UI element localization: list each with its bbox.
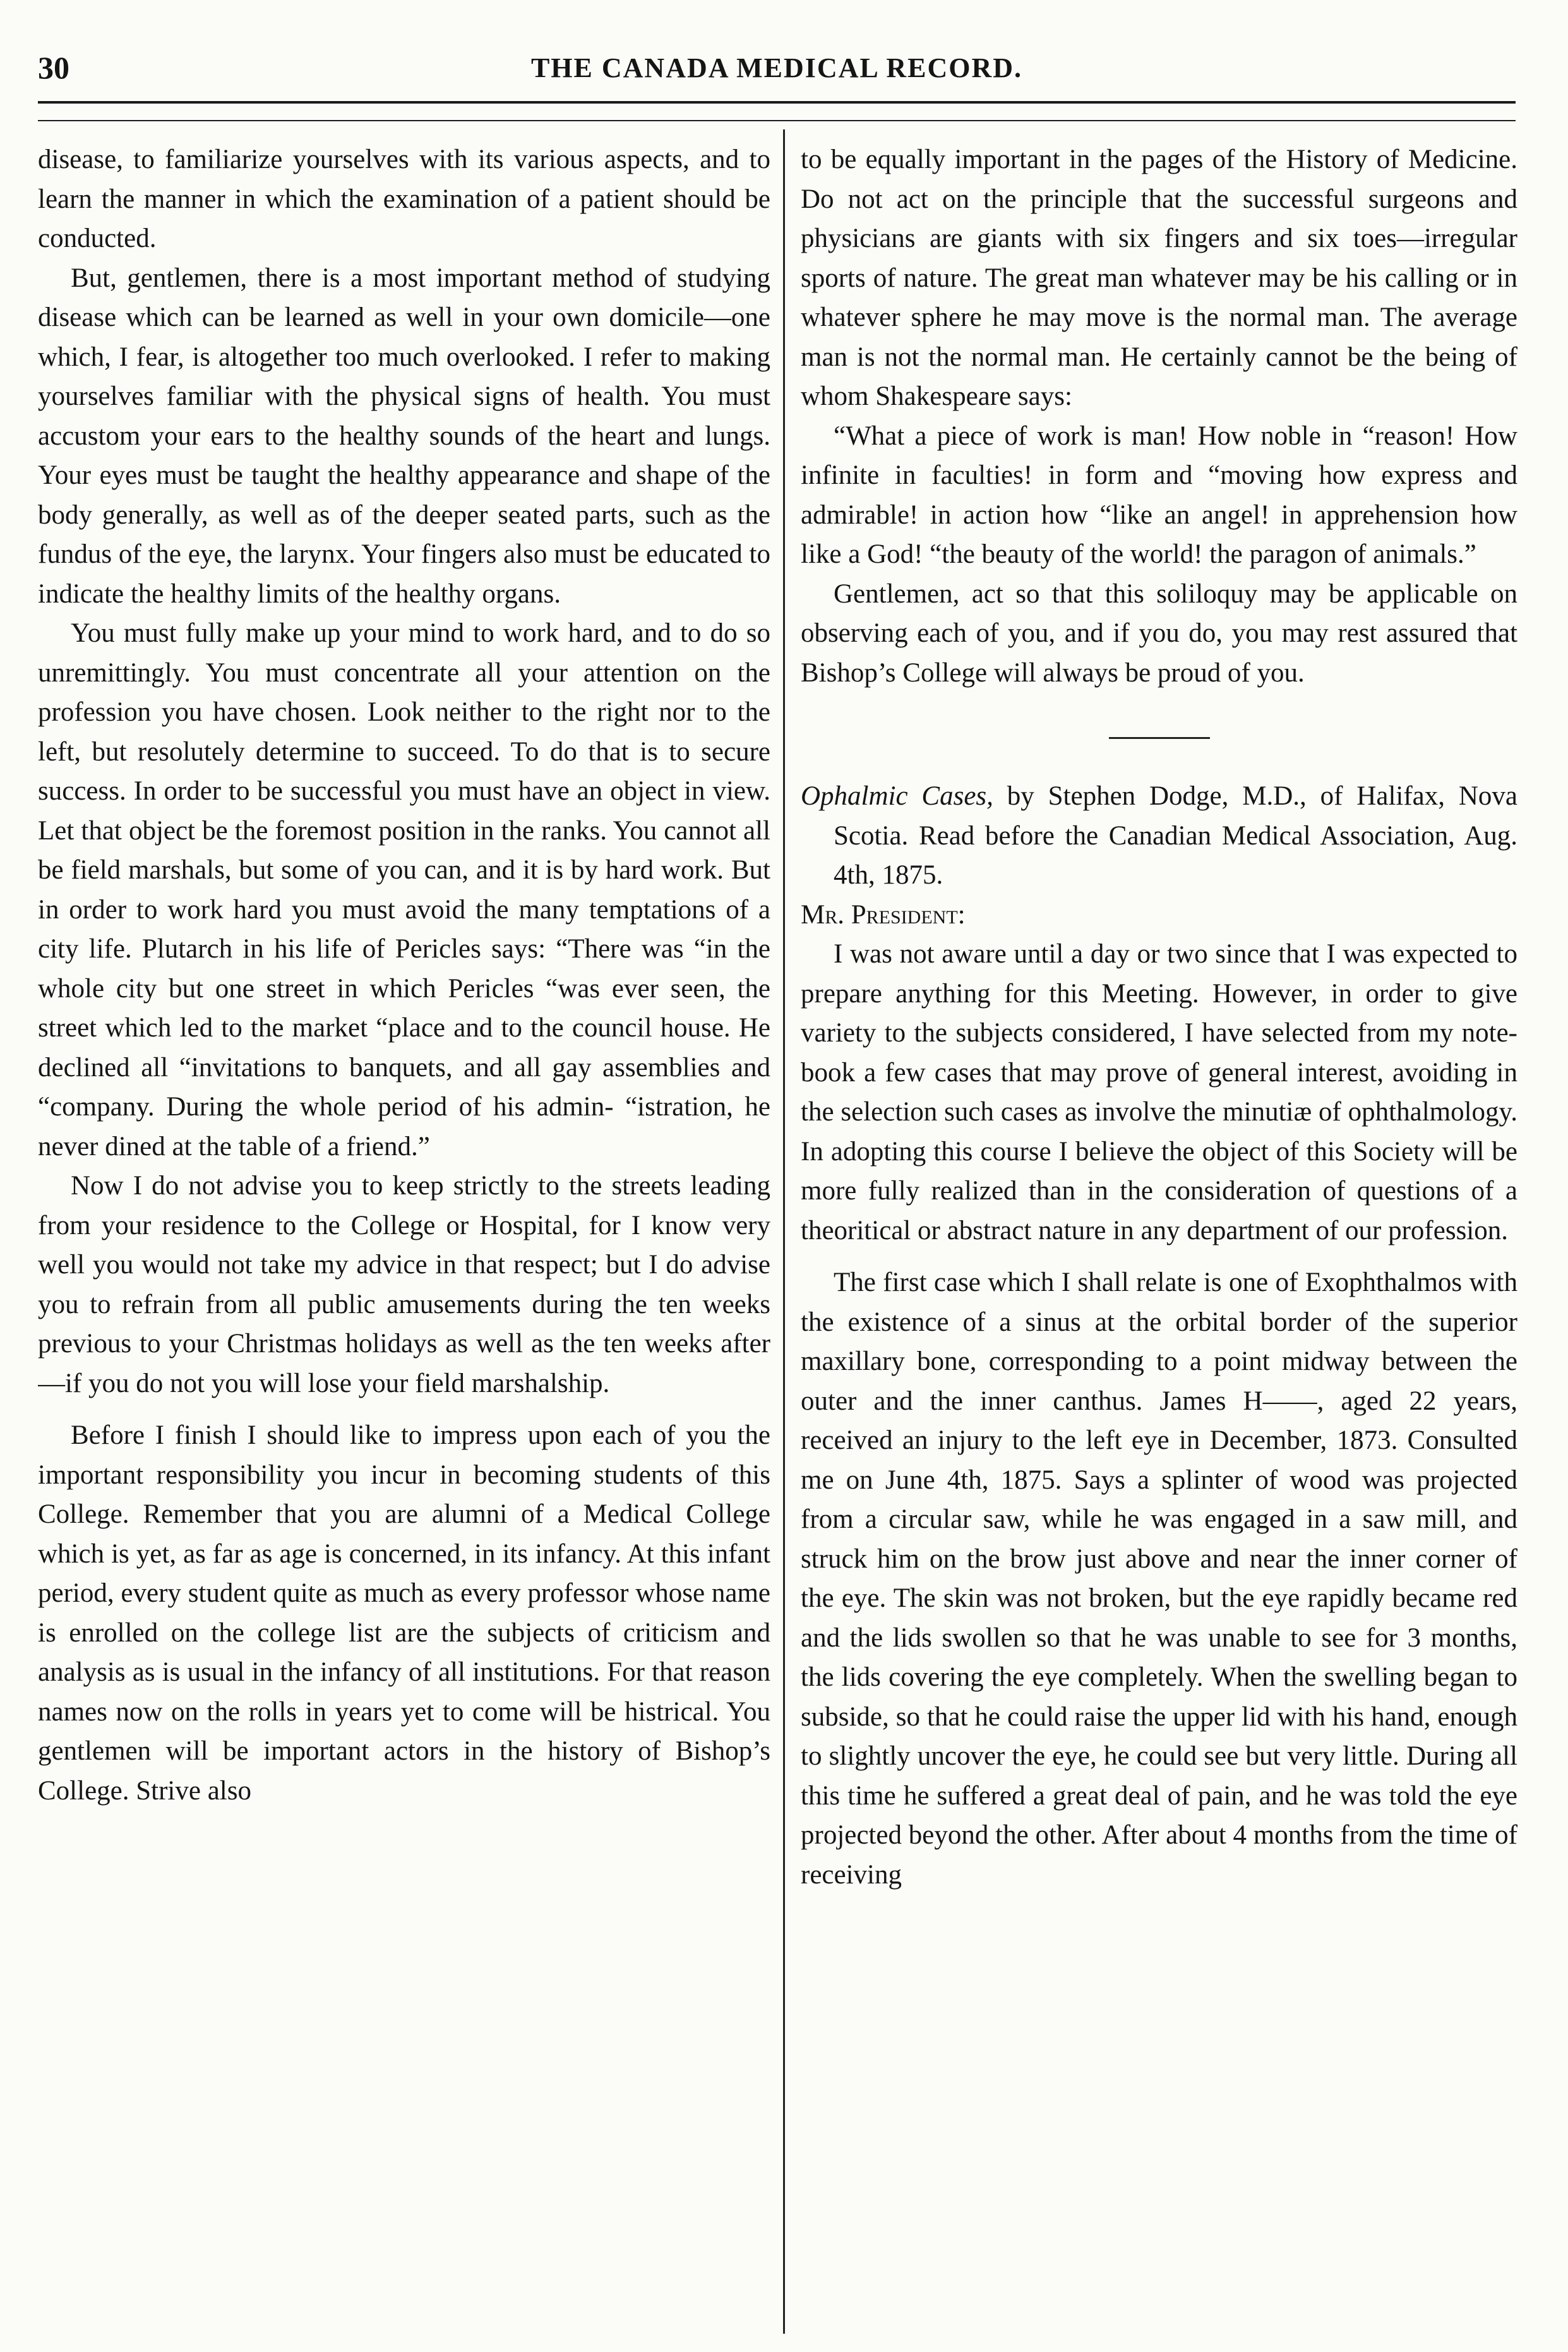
- column-divider: [783, 129, 785, 2334]
- left-paragraph-4: Now I do not advise you to keep strictly to the streets leading from your residence to the College or Hospital, for I know very well you would not take my advice in that respect; but I do advise you to refrain from all public amusements during the ten weeks previous to your Christmas holidays as well as the ten weeks after—if you do not you will lose your field marshalship.: [38, 1171, 770, 1398]
- right-paragraph-1: to be equally important in the pages of the History of Medicine. Do not act on the principle that the successful surgeons and physicians are giants with six fingers and six toes—irregular sports of nature. The great man whatever may be his calling or in whatever sphere he may move is the normal man. The average man is not the normal man. He certainly cannot be the being of whom Shakespeare says:: [801, 145, 1517, 411]
- header-rule-thin: [38, 120, 1516, 121]
- page-header: [38, 49, 1516, 93]
- article-byline: by Stephen Dodge, M.D., of Halifax, Nova Scotia. Read before the Canadian Medical Association, Aug. 4th, 1875.: [834, 781, 1517, 890]
- left-column: [38, 140, 770, 2332]
- salutation: Mr. President:: [801, 899, 966, 930]
- right-column: [801, 140, 1517, 2332]
- page-number: 30: [38, 50, 69, 85]
- shakespeare-quote: “What a piece of work is man! How noble in “reason! How infinite in faculties! in form and “moving how express and admirable! in action how “like an angel! in apprehension how like a God! “the beauty of the world! the paragon of animals.”: [801, 421, 1517, 569]
- left-paragraph-3: You must fully make up your mind to work hard, and to do so unremittingly. You must concentrate all your attention on the profession you have chosen. Look neither to the right nor to the left, but resolutely determine to succeed. To do that is to secure success. In order to be successful you must have an object in view. Let that object be the foremost position in the ranks. You cannot all be field marshals, but some of you can, and it is by hard work. But in order to work hard you must avoid the many temptations of a city life. Plutarch in his life of Pericles says: “There was “in the whole city but one street in which Pericles “was ever seen, the street which led to the market “place and to the council house. He declined all “invitations to banquets, and all gay assemblies and “company. During the whole period of his admin- “istration, he never dined at the table of a friend.”: [38, 618, 770, 1161]
- header-rule-thick: [38, 101, 1516, 104]
- section-separator: [1109, 737, 1210, 739]
- right-paragraph-4: I was not aware until a day or two since that I was expected to prepare anything for this Meeting. However, in order to give variety to the subjects considered, I have selected from my note-book a few cases that may prove of general interest, avoiding in the selection such cases as involve the minutiæ of ophthalmology. In adopting this course I believe the object of this Society will be more fully realized than in the consideration of questions of a theoritical or abstract nature in any department of our profession.: [801, 939, 1517, 1245]
- right-paragraph-3: Gentlemen, act so that this soliloquy may be applicable on observing each of you, and if you do, you may rest assured that Bishop’s College will always be proud of you.: [801, 579, 1517, 688]
- running-title: THE CANADA MEDICAL RECORD.: [530, 52, 1023, 83]
- article-title: Ophalmic Cases,: [801, 781, 993, 811]
- left-paragraph-2: But, gentlemen, there is a most important method of studying disease which can be learned as well in your own domicile—one which, I fear, is altogether too much overlooked. I refer to making yourselves familiar with the physical signs of health. You must accustom your ears to the healthy sounds of the heart and lungs. Your eyes must be taught the healthy appearance and shape of the body generally, as well as of the deeper seated parts, such as the fundus of the eye, the larynx. Your fingers also must be educated to indicate the healthy limits of the healthy organs.: [38, 263, 770, 609]
- right-paragraph-5: The first case which I shall relate is one of Exophthalmos with the existence of a sinus at the orbital border of the superior maxillary bone, corresponding to a point midway between the outer and the inner canthus. James H——, aged 22 years, received an injury to the left eye in December, 1873. Consulted me on June 4th, 1875. Says a splinter of wood was projected from a circular saw, while he was engaged in a saw mill, and struck him on the brow just above and near the inner corner of the eye. The skin was not broken, but the eye rapidly became red and the lids swollen so that he was unable to see for 3 months, the lids covering the eye completely. When the swelling began to subside, so that he could raise the upper lid with his hand, enough to slightly uncover the eye, he could see but very little. During all this time he suffered a great deal of pain, and he was told the eye projected beyond the other. After about 4 months from the time of receiving: [801, 1268, 1517, 1890]
- left-paragraph-1: disease, to familiarize yourselves with its various aspects, and to learn the manner in which the examination of a patient should be conducted.: [38, 145, 770, 253]
- left-paragraph-5: Before I finish I should like to impress upon each of you the important responsibility you incur in becoming students of this College. Remember that you are alumni of a Medical College which is yet, as far as age is concerned, in its infancy. At this infant period, every student quite as much as every professor whose name is enrolled on the college list are the subjects of criticism and analysis as is usual in the infancy of all institutions. For that reason names now on the rolls in years yet to come will be histrical. You gentlemen will be important actors in the history of Bishop’s College. Strive also: [38, 1420, 770, 1806]
- article-heading: [801, 777, 1517, 896]
